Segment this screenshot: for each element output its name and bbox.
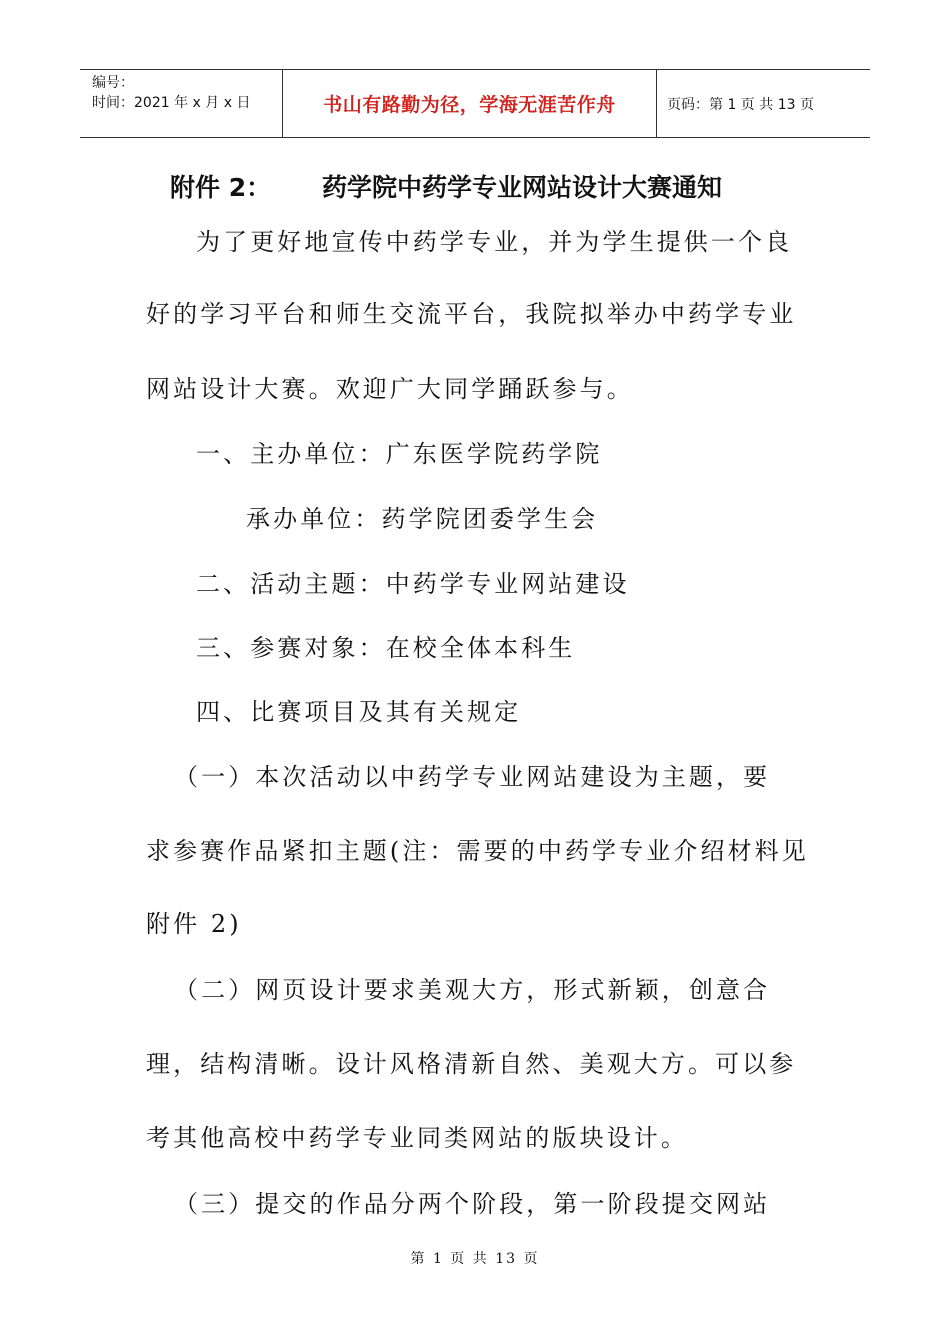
body-line: 为了更好地宣传中药学专业，并为学生提供一个良	[196, 228, 793, 256]
header-motto-cell	[283, 70, 657, 137]
body-line: 理，结构清晰。设计风格清新自然、美观大方。可以参	[146, 1050, 797, 1078]
header-page-cell	[657, 70, 870, 137]
body-line: 二、活动主题：中药学专业网站建设	[196, 570, 630, 598]
header-info-cell	[80, 70, 283, 137]
body-line: 考其他高校中药学专业同类网站的版块设计。	[146, 1124, 688, 1152]
document-number-label: 编号：	[92, 75, 134, 91]
title-main: 药学院中药学专业网站设计大赛通知	[322, 173, 723, 202]
body-line: 附件 2)	[146, 910, 242, 938]
body-line: 求参赛作品紧扣主题(注：需要的中药学专业介绍材料见	[146, 837, 809, 865]
body-line: 网站设计大赛。欢迎广大同学踊跃参与。	[146, 375, 634, 403]
header-table	[80, 69, 870, 138]
document-time-label: 时间：2021 年 x 月 x 日	[92, 95, 251, 111]
page-footer: 第 1 页 共 13 页	[410, 1251, 540, 1267]
body-line: （二）网页设计要求美观大方，形式新颖，创意合	[174, 976, 771, 1004]
body-line: （三）提交的作品分两个阶段，第一阶段提交网站	[174, 1190, 771, 1218]
header-motto: 书山有路勤为径，学海无涯苦作舟	[323, 94, 616, 116]
body-line: 三、参赛对象：在校全体本科生	[196, 634, 576, 662]
body-line: 四、比赛项目及其有关规定	[196, 698, 522, 726]
body-line: 一、主办单位：广东医学院药学院	[196, 440, 603, 468]
body-line: 好的学习平台和师生交流平台，我院拟举办中药学专业	[146, 300, 797, 328]
body-line: （一）本次活动以中药学专业网站建设为主题，要	[174, 763, 771, 791]
header-page-label: 页码：第 1 页 共 13 页	[667, 96, 814, 113]
title-prefix: 附件 2：	[170, 173, 272, 202]
body-line: 承办单位：药学院团委学生会	[246, 505, 599, 533]
